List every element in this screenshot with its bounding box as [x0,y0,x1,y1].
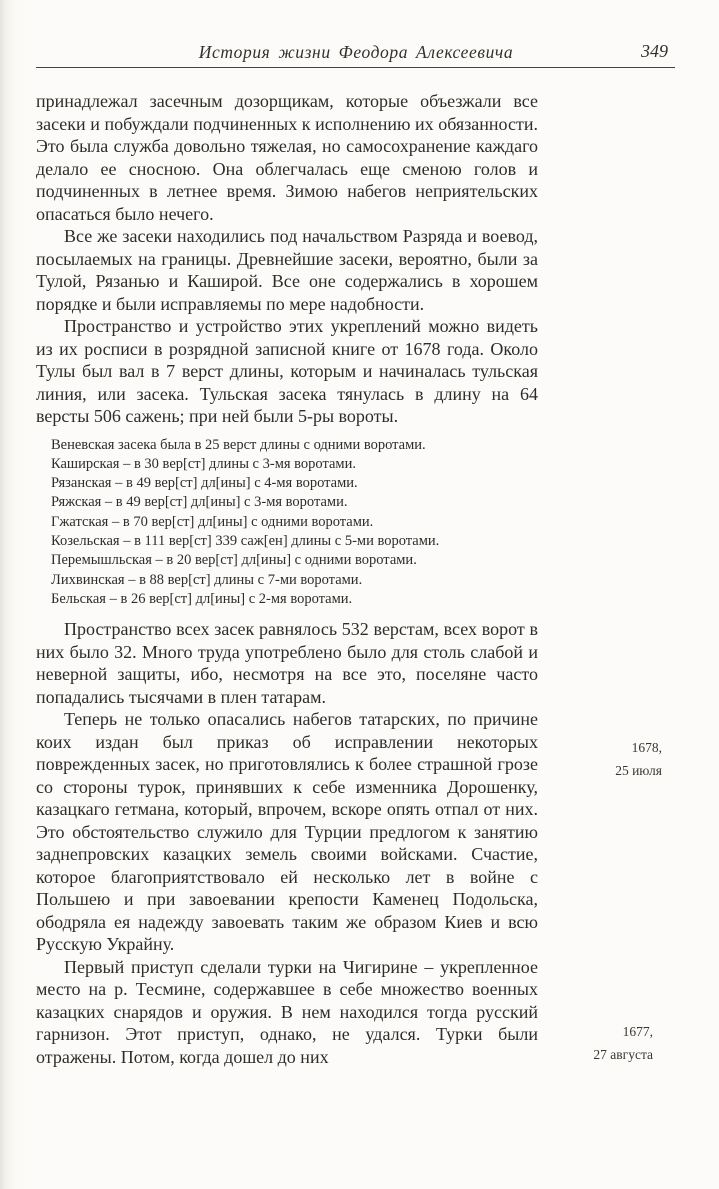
paragraph-chigirin-assault: Первый приступ сделали турки на Чигирине – укрепленное место на р. Тесмине, содержавшее в себе множество военных казацких снарядов и оружия. В нем находился тогда русский гарнизон. Этот приступ, однако, не удался. Турки были отражены. Потом, когда дошел до них [36,956,538,1067]
zaseka-list [36,436,538,610]
list-line-kashirskaya: Каширская – в 30 вер[ст] длины с 3-мя воротами. [51,455,356,472]
list-line-likhvinskaya: Лихвинская – в 88 вер[ст] длины с 7-ми воротами. [51,571,363,588]
running-head-title: История жизни Феодора Алексеевича [198,42,514,62]
margin-note-year: 1678, [631,740,662,755]
list-line-ryazanskaya: Рязанская – в 49 вер[ст] дл[ины] с 4-мя воротами. [51,475,358,492]
list-line-ryazhskaya: Ряжская – в 49 вер[ст] дл[ины] с 3-мя воротами. [51,494,348,511]
margin-note-year: 1677, [622,1024,653,1039]
paragraph-continuation: принадлежал засечным дозорщикам, которые объезжали все засеки и побуждали подчиненных к исполнению их обязанности. Это была служба довольно тяжелая, но самосохранение каждаго делало ее сносною. Она облегчалась еще сменою голов и подчиненных в летнее время. Зимою набегов неприятельских опасаться было нечего. [36,91,538,224]
list-line-kozelskaya: Козельская – в 111 вер[ст] 339 саж[ен] длины с 5-ми воротами. [51,532,440,549]
paragraph-turkish-threat: Теперь не только опасались набегов татарских, по причине коих издан был приказ об исправлении некоторых поврежденных засек, но приготовлялись к более страшной грозе со стороны турок, принявших к себе изменника Дорошенку, казацкаго гетмана, который, впрочем, вскоре опять отпал от них. Это обстоятельство служило для Турции предлогом к занятию заднепровских казацких земель своими войсками. Счастие, которое благоприятствовало ей несколько лет в войне с Польшею и при завоевании крепости Каменец Подольска, ободряла ея надежду завоевать таким же образом Киев и всю Русскую Украйну. [36,709,538,955]
paragraph-tula-line: Пространство и устройство этих укреплений можно видеть из их росписи в розрядной записной книге от 1678 года. Около Тулы был вал в 7 верст длины, которым и начиналась тульская линия, или засека. Тульская засека тянулась в длину на 64 версты 506 сажень; при ней были 5-ры вороты. [36,316,538,426]
list-line-belskaya: Бельская – в 26 вер[ст] дл[ины] с 2-мя воротами. [51,590,353,607]
list-line-gzhatskaya: Гжатская – в 70 вер[ст] дл[ины] с одними воротами. [51,513,374,530]
paragraph-total-versts: Пространство всех засек равнялось 532 верстам, всех ворот в них было 32. Много труда употреблено было для столь слабой и неверной защиты, ибо, несмотря на все это, поселяне часто попадались тысячами в плен татарам. [36,619,538,707]
list-line-venevskaya: Веневская засека была в 25 верст длины с одними воротами. [51,436,426,453]
margin-note-date: 25 июля [615,763,662,778]
list-line-peremyshlskaya: Перемышльская – в 20 вер[ст] дл[ины] с одними воротами. [51,552,417,569]
margin-note-date: 27 августа [593,1047,653,1062]
page-number: 349 [641,41,668,61]
page-body [36,90,538,1068]
paragraph-zaseki-command: Все же засеки находились под начальством Разряда и воевод, посылаемых на границы. Древнейшие засеки, вероятно, были за Тулой, Рязанью и Каширой. Все оне содержались в хорошем порядке и были исправляемы по мере надобности. [36,226,538,314]
header-rule [36,67,675,68]
margin-note-1677 [523,1020,653,1066]
margin-note-1678 [532,736,662,782]
